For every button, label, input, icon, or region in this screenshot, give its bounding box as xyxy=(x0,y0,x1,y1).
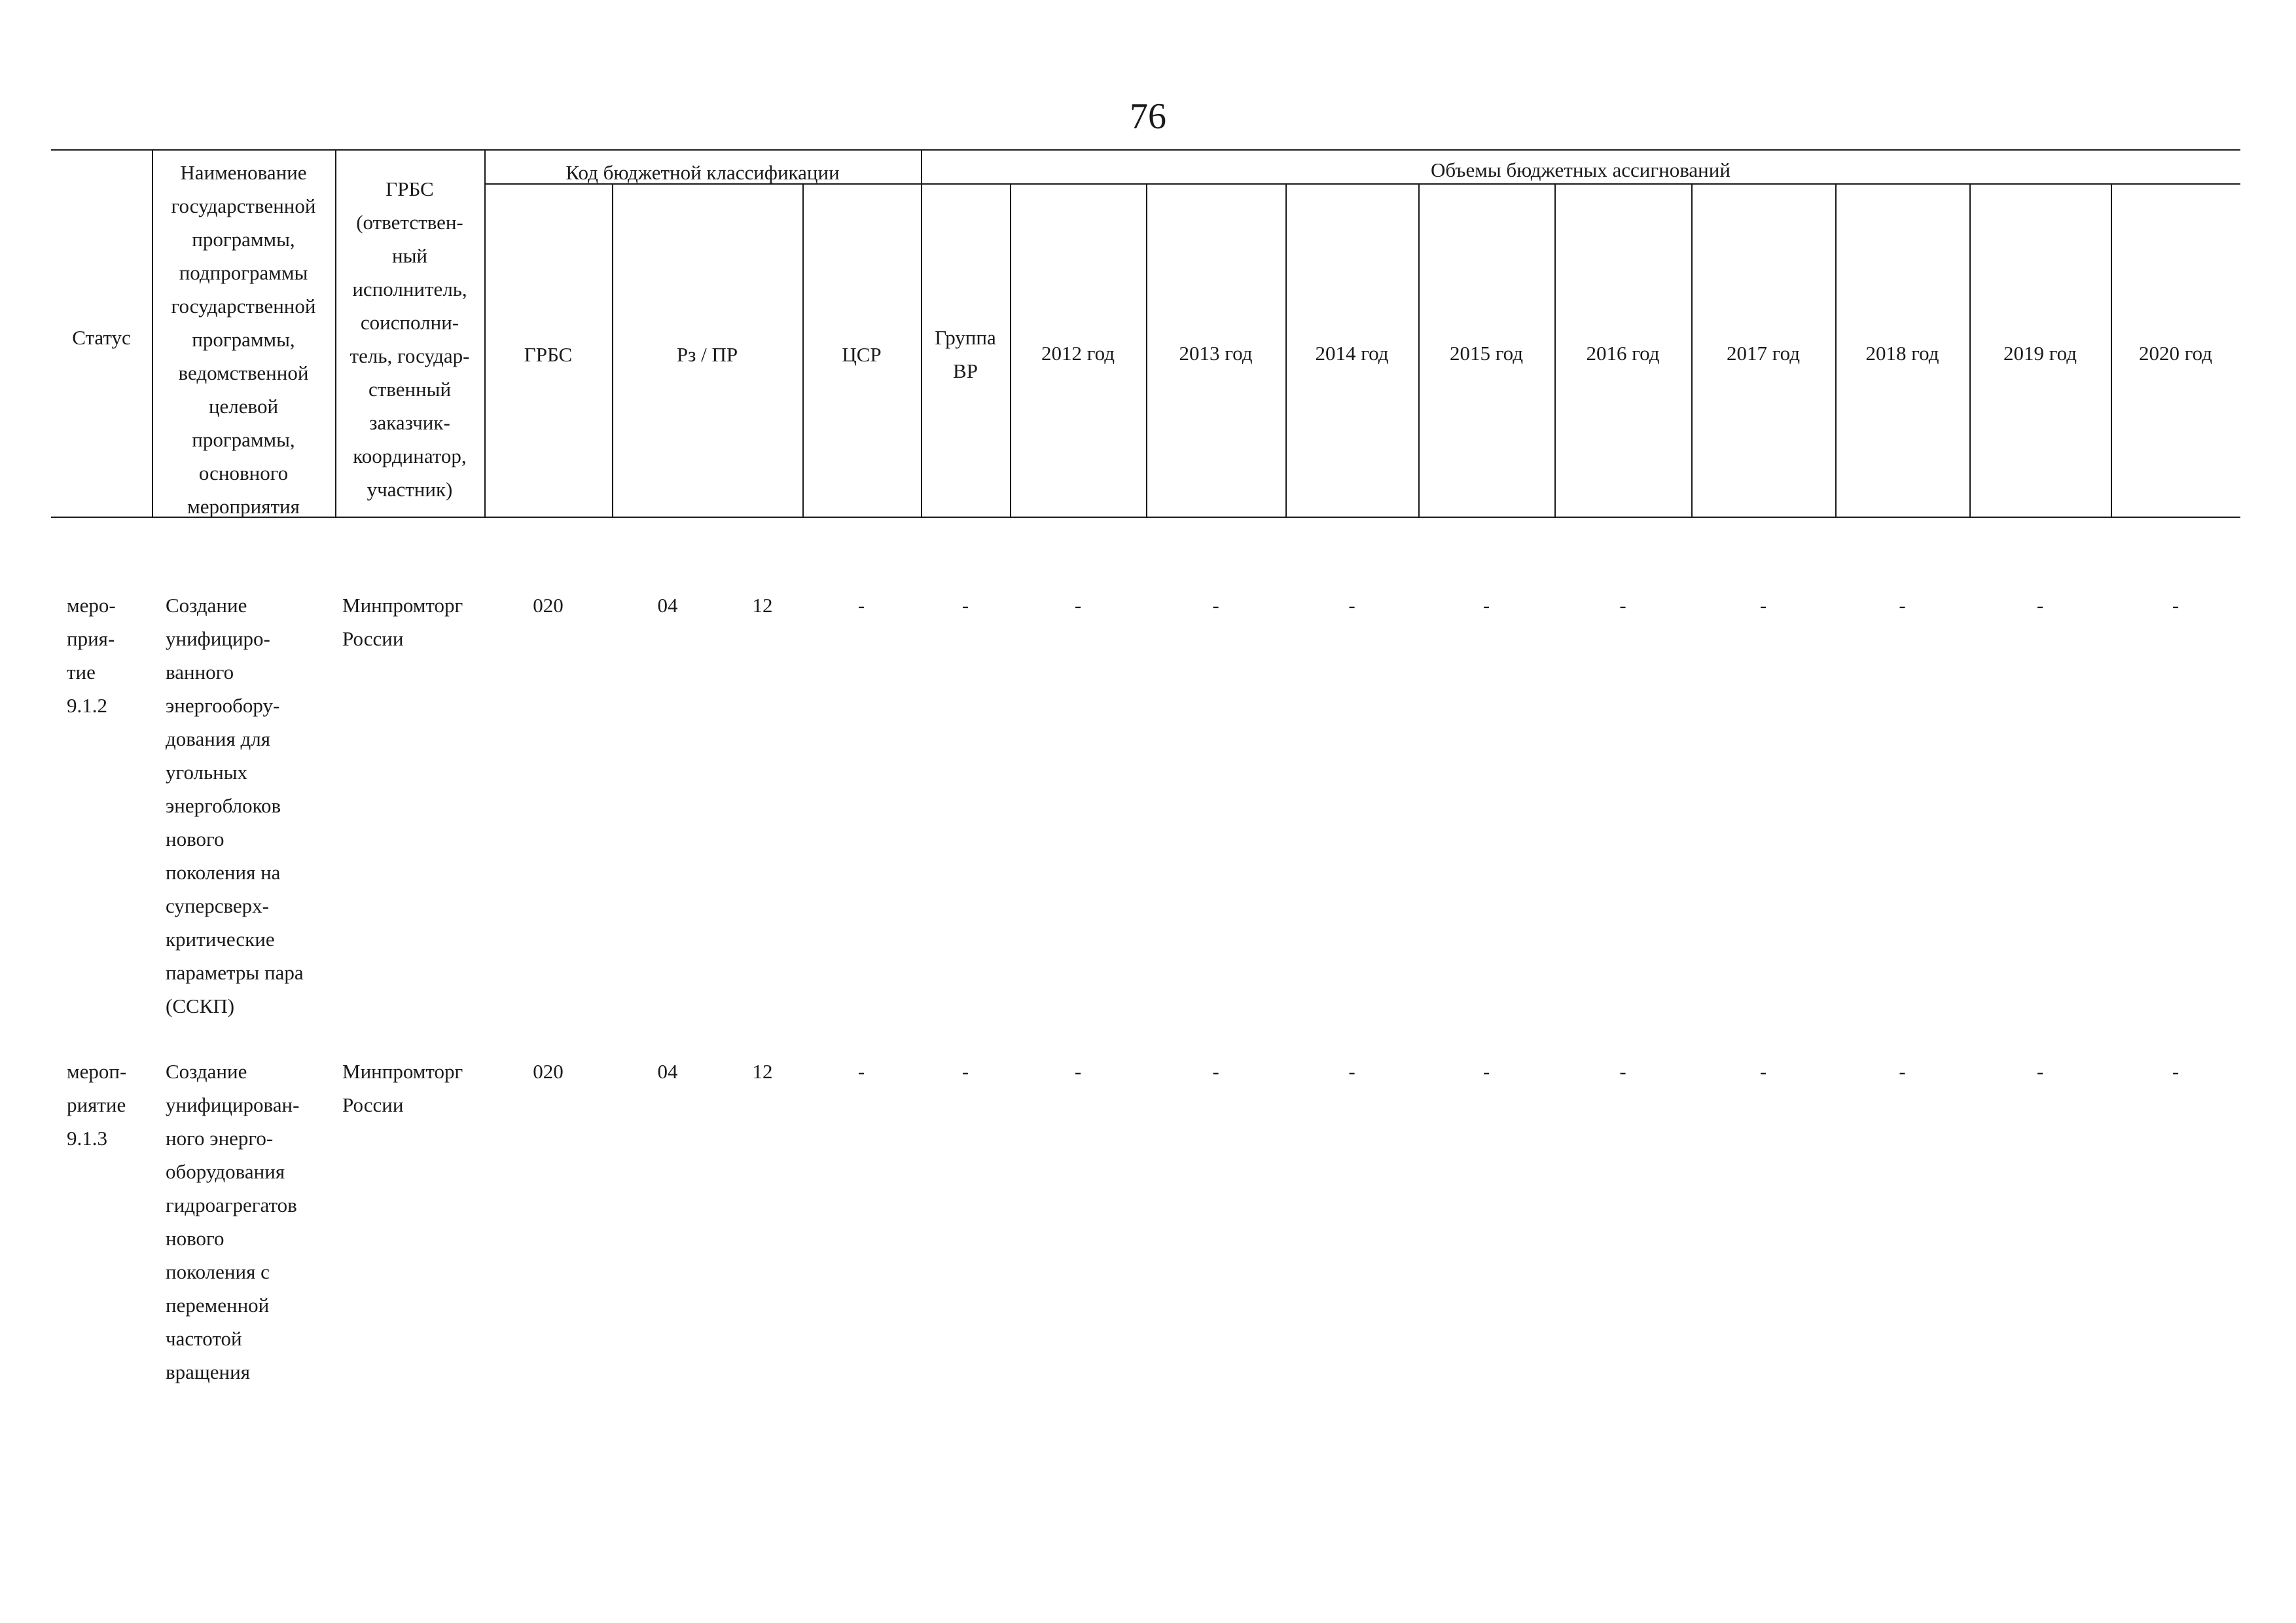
row-rz: 04 xyxy=(657,594,678,617)
header-year-2018: 2018 год xyxy=(1865,342,1939,365)
col-divider xyxy=(484,150,486,517)
header-responsible: ГРБС (ответствен- ный исполнитель, соисполни- тель, государ- ственный заказчик- координатор, участник) xyxy=(350,177,470,501)
row-value-2020: - xyxy=(2172,1060,2179,1083)
row-value-2017: - xyxy=(1759,594,1767,617)
row-value-2015: - xyxy=(1482,1060,1490,1083)
header-year-2014: 2014 год xyxy=(1315,342,1389,365)
row-program-name: Создание унифицирован- ного энерго- оборудования гидроагрегатов нового поколения с переменной частотой вращения xyxy=(166,1060,300,1383)
row-csr: - xyxy=(857,1060,865,1083)
row-grbs: 020 xyxy=(533,1060,564,1083)
header-budget-code-group: Код бюджетной классификации xyxy=(565,161,840,184)
header-vr-group: Группа ВР xyxy=(935,326,996,382)
row-value-2018: - xyxy=(1899,594,1906,617)
row-status: меро- прия- тие 9.1.2 xyxy=(67,594,116,717)
header-year-2019: 2019 год xyxy=(2003,342,2077,365)
row-value-2012: - xyxy=(1074,594,1082,617)
row-grbs: 020 xyxy=(533,594,564,617)
header-year-2015: 2015 год xyxy=(1449,342,1524,365)
page-number: 76 xyxy=(1130,96,1166,137)
row-value-2018: - xyxy=(1899,1060,1906,1083)
row-value-2014: - xyxy=(1348,1060,1355,1083)
row-value-2019: - xyxy=(2036,1060,2044,1083)
row-value-2014: - xyxy=(1348,594,1355,617)
header-year-2012: 2012 год xyxy=(1041,342,1115,365)
row-vr: - xyxy=(961,1060,969,1083)
header-program-name: Наименование государственной программы, подпрограммы государственной программы, ведомственной целевой программы, основного мероприятия xyxy=(171,161,316,518)
header-grbs: ГРБС xyxy=(524,343,573,366)
row-value-2019: - xyxy=(2036,594,2044,617)
header-year-2013: 2013 год xyxy=(1179,342,1253,365)
row-value-2017: - xyxy=(1759,1060,1767,1083)
header-status: Статус xyxy=(72,326,131,349)
header-year-2017: 2017 год xyxy=(1726,342,1801,365)
table-top-rule xyxy=(51,149,2240,151)
row-responsible: Минпромторг России xyxy=(342,1060,463,1116)
header-bottom-rule xyxy=(51,517,2240,518)
row-value-2015: - xyxy=(1482,594,1490,617)
row-responsible: Минпромторг России xyxy=(342,594,463,650)
row-value-2013: - xyxy=(1212,1060,1219,1083)
row-pr: 12 xyxy=(752,594,773,617)
row-pr: 12 xyxy=(752,1060,773,1083)
header-allocations-group: Объемы бюджетных ассигнований xyxy=(1431,158,1731,181)
row-status: мероп- риятие 9.1.3 xyxy=(67,1060,127,1150)
row-vr: - xyxy=(961,594,969,617)
header-rz-pr: Рз / ПР xyxy=(676,343,738,366)
row-value-2012: - xyxy=(1074,1060,1082,1083)
row-csr: - xyxy=(857,594,865,617)
header-csr: ЦСР xyxy=(842,343,882,366)
header-year-2016: 2016 год xyxy=(1586,342,1660,365)
row-program-name: Создание унифициро- ванного энергообору- дования для угольных энергоблоков нового поколения на суперсверх- критические параметры пара (ССКП) xyxy=(166,594,304,1017)
row-value-2016: - xyxy=(1619,1060,1626,1083)
row-rz: 04 xyxy=(657,1060,678,1083)
row-value-2020: - xyxy=(2172,594,2179,617)
row-value-2016: - xyxy=(1619,594,1626,617)
row-value-2013: - xyxy=(1212,594,1219,617)
header-year-2020: 2020 год xyxy=(2138,342,2213,365)
